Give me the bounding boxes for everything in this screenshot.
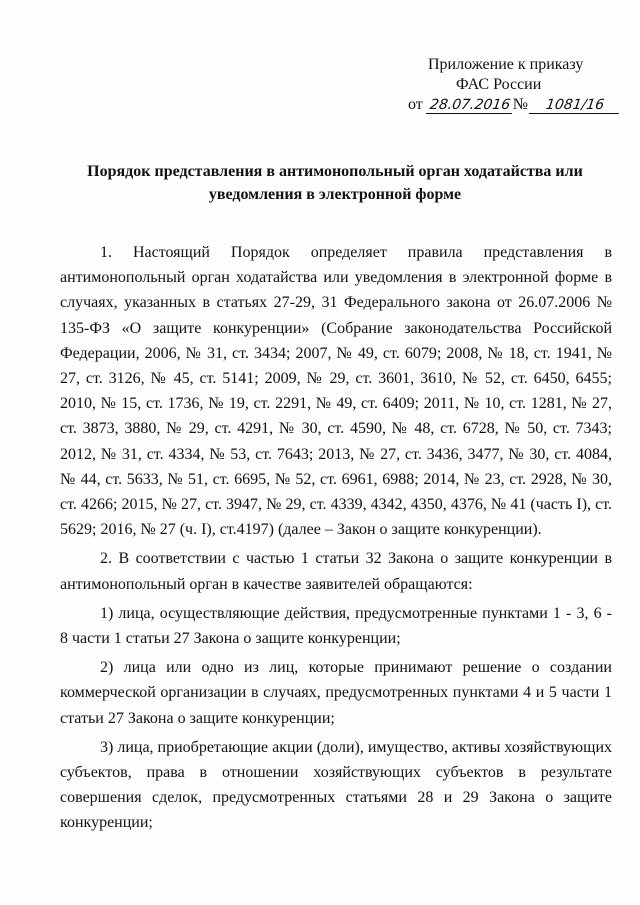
appendix-date-number — [400, 95, 606, 115]
appendix-header — [400, 55, 606, 115]
appendix-title: Приложение к приказу — [428, 56, 584, 73]
handwritten-number: 1081/16 — [529, 97, 621, 114]
document-body — [60, 240, 612, 836]
list-item-1: 1) лица, осуществляющие действия, предусмотренные пунктами 1 - 3, 6 - 8 части 1 статьи 27 Закона о защите конкуренции; — [60, 604, 612, 648]
handwritten-date: 28.07.2016 — [426, 97, 514, 114]
title-line-2: уведомления в электронной форме — [208, 186, 462, 203]
paragraph-2: 2. В соответствии с частью 1 статьи 32 Закона о защите конкуренции в антимонопольный орган в качестве заявителей обращаются: — [60, 550, 612, 593]
appendix-authority: ФАС России — [456, 76, 542, 93]
document-title — [60, 160, 610, 206]
list-item-3: 3) лица, приобретающие акции (доли), имущество, активы хозяйствующих субъектов, права в отношении хозяйствующих субъектов в результате совершения сделок, предусмотренных статьями 28 и 29 Закона о защите конкуренции; — [60, 738, 612, 832]
paragraph-1: 1. Настоящий Порядок определяет правила представления в антимонопольный орган ходатайства или уведомления в электронной форме в случаях, указанных в статьях 27-29, 31 Федерального закона от 26.07.2006 № 135-ФЗ «О защите конкуренции» (Собрание законодательства Российской Федерации, 2006, № 31, ст. 3434; 2007, № 49, ст. 6079; 2008, № 18, ст. 1941, № 27, ст. 3126, № 45, ст. 5141; 2009, № 29, ст. 3601, 3610, № 52, ст. 6450, 6455; 2010, № 15, ст. 1736, № 19, ст. 2291, № 49, ст. 6409; 2011, № 10, ст. 1281, № 27, ст. 3873, 3880, № 29, ст. 4291, № 30, ст. 4590, № 48, ст. 6728, № 50, ст. 7343; 2012, № 31, ст. 4334, № 53, ст. 7643; 2013, № 27, ст. 3436, 3477, № 30, ст. 4084, № 44, ст. 5633, № 51, ст. 6695, № 52, ст. 6961, 6988; 2014, № 23, ст. 2928, № 30, ст. 4266; 2015, № 27, ст. 3947, № 29, ст. 4339, 4342, 4350, 4376, № 41 (часть I), ст. 5629; 2016, № 27 (ч. I), ст.4197) (далее – Закон о защите конкуренции). — [60, 244, 612, 539]
from-prefix: от — [408, 96, 423, 113]
title-line-1: Порядок представления в антимонопольный орган ходатайства или — [87, 163, 583, 180]
number-prefix: № — [512, 96, 529, 113]
list-item-2: 2) лица или одно из лиц, которые принимают решение о создании коммерческой организации в случаях, предусмотренных пунктами 4 и 5 части 1 статьи 27 Закона о защите конкуренции; — [60, 659, 612, 727]
